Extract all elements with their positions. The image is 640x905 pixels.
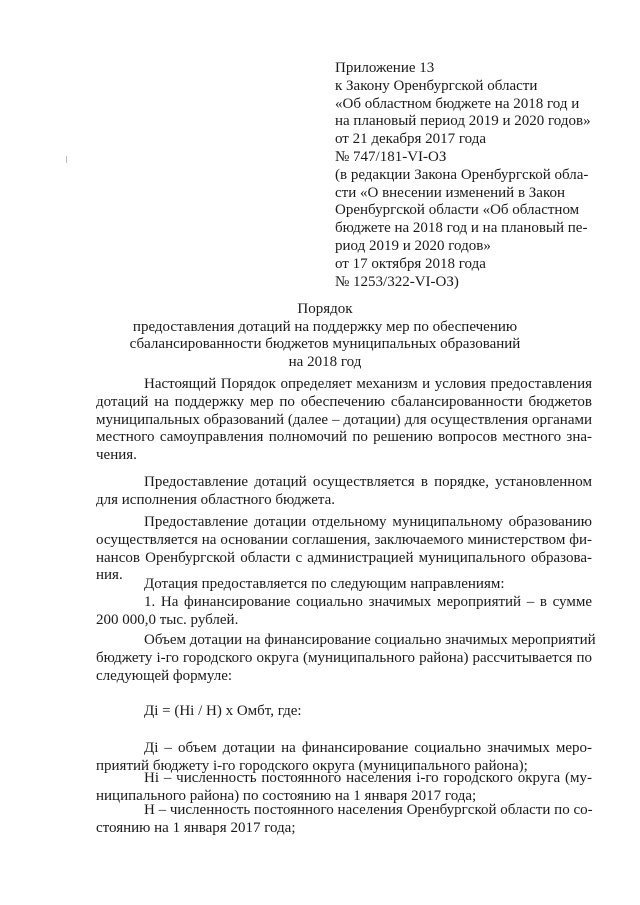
appendix-line: от 21 декабря 2017 года [335,131,487,148]
appendix-line: «Об областном бюджете на 2018 год и [335,95,580,112]
paragraph-intro [96,376,592,465]
text-line: приятий бюджету i-го городского округа (муниципального района); [96,757,528,774]
text-line: ниципального района) по состоянию на 1 января 2017 года; [96,787,477,804]
title-line: сбалансированности бюджетов муниципальных образований [129,336,521,352]
appendix-line: Оренбургской области «Об областном [335,202,580,219]
text-line: муниципальных образований (далее – дотации) для осуществления органами [96,411,592,428]
text-line: Предоставление дотаций осуществляется в порядке, установленном [144,474,592,490]
text-line: осуществляется на основании соглашения, заключаемого министерством фи- [96,531,592,548]
appendix-line: № 747/181-VI-ОЗ [335,148,447,165]
appendix-line: бюджете на 2018 год и на плановый пе- [335,220,588,237]
text-line: дотаций на поддержку мер по обеспечению сбалансированности бюджетов [96,393,592,410]
appendix-header [335,60,600,291]
appendix-line: (в редакции Закона Оренбургской обла- [335,166,589,183]
appendix-line: Приложение 13 [335,60,435,76]
title-line: на 2018 год [288,353,362,370]
text-line: следующей формуле: [96,667,233,684]
text-line: Объем дотации на финансирование социально значимых мероприятий [144,632,596,648]
text-line: ния. [96,567,123,584]
definition-ni [96,770,592,806]
text-line: местного самоуправления полномочий по решению вопросов местного зна- [96,429,592,446]
document-title [80,301,570,371]
paragraph-calculation [96,632,596,685]
paragraph-directions [96,576,592,594]
text-line: Настоящий Порядок определяет механизм и условия предоставления [144,376,592,392]
text-line: нансов Оренбургской области с администрацией муниципального образова- [96,549,592,566]
text-line: Предоставление дотации отдельному муниципальному образованию [144,514,592,530]
text-line: для исполнения областного бюджета. [96,491,336,508]
text-line: Н – численность постоянного населения Оренбургской области по со- [144,802,593,818]
definition-n [96,802,592,838]
text-line: Дi – объем дотации на финансирование социально значимых меро- [144,740,592,756]
paragraph-item-1 [96,594,592,630]
text-line: Дотация предоставляется по следующим направлениям: [144,576,505,592]
appendix-line: от 17 октября 2018 года [335,255,486,272]
appendix-line: риод 2019 и 2020 годов» [335,237,491,254]
text-line: Нi – численность постоянного населения i-го городского округа (му- [144,770,592,786]
appendix-line: на плановый период 2019 и 2020 годов» [335,113,591,130]
paragraph-procedure [96,474,592,510]
title-line: Порядок [297,301,353,317]
appendix-line: № 1253/322-VI-ОЗ) [335,273,459,290]
text-line: стоянию на 1 января 2017 года; [96,819,296,836]
text-line: 1. На финансирование социально значимых мероприятий – в сумме [144,594,592,610]
scan-mark [66,156,67,163]
appendix-line: к Закону Оренбургской области [335,77,538,94]
text-line: бюджету i-го городского округа (муниципального района) рассчитывается по [96,649,592,666]
appendix-line: сти «О внесении изменений в Закон [335,184,566,201]
paragraph-agreement [96,514,592,585]
text-line: 200 000,0 тыс. рублей. [96,611,239,628]
formula-text: Дi = (Нi / Н) х Омбт, где: [144,703,302,719]
title-line: предоставления дотаций на поддержку мер по обеспечению [132,318,518,335]
text-line: чения. [96,447,137,464]
formula [144,703,444,721]
